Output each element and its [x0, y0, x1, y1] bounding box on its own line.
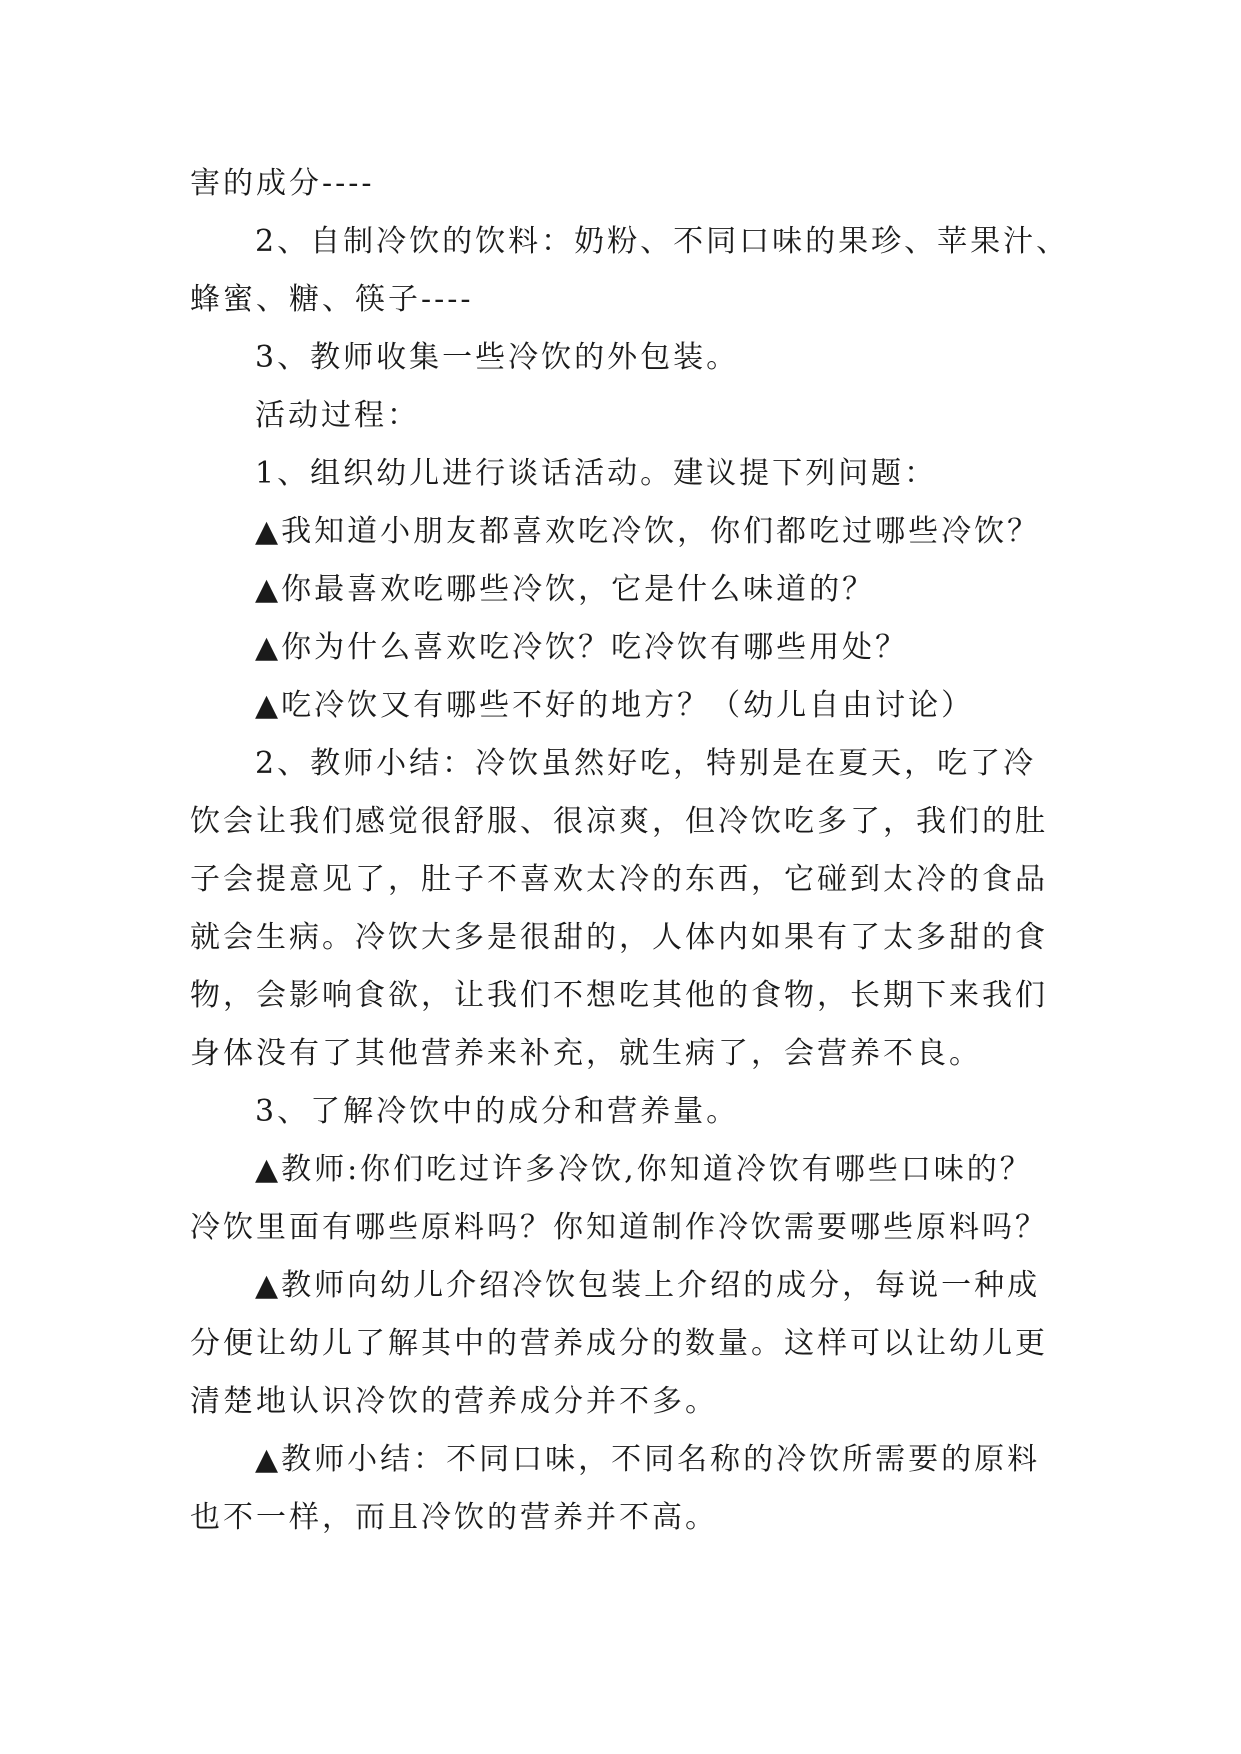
text-line: 害的成分----: [190, 166, 375, 201]
bullet-question: ▲你为什么喜欢吃冷饮？吃冷饮有哪些用处？: [255, 630, 909, 665]
bullet-question: ▲你最喜欢吃哪些冷饮，它是什么味道的？: [255, 572, 876, 607]
text-line: 身体没有了其他营养来补充，就生病了，会营养不良。: [190, 1036, 982, 1071]
text-line: 分便让幼儿了解其中的营养成分的数量。这样可以让幼儿更: [190, 1326, 1048, 1361]
text-line: 2、教师小结：冷饮虽然好吃，特别是在夏天，吃了冷: [255, 746, 1037, 781]
bullet-item: ▲教师向幼儿介绍冷饮包装上介绍的成分，每说一种成: [255, 1268, 1041, 1303]
text-line: 蜂蜜、糖、筷子----: [190, 282, 474, 317]
text-line: 子会提意见了，肚子不喜欢太冷的东西，它碰到太冷的食品: [190, 862, 1048, 897]
text-line: 饮会让我们感觉很舒服、很凉爽，但冷饮吃多了，我们的肚: [190, 804, 1048, 839]
text-line: 3、了解冷饮中的成分和营养量。: [255, 1094, 740, 1129]
text-line: 也不一样，而且冷饮的营养并不高。: [190, 1500, 718, 1535]
text-line: 2、自制冷饮的饮料：奶粉、不同口味的果珍、苹果汁、: [255, 224, 1070, 259]
text-line: 冷饮里面有哪些原料吗？你知道制作冷饮需要哪些原料吗？: [190, 1210, 1048, 1245]
text-line: 3、教师收集一些冷饮的外包装。: [255, 340, 740, 375]
text-line: 1、组织幼儿进行谈话活动。建议提下列问题：: [255, 456, 938, 491]
text-line: 清楚地认识冷饮的营养成分并不多。: [190, 1384, 718, 1419]
section-heading: 活动过程：: [255, 398, 420, 433]
bullet-item: ▲教师:你们吃过许多冷饮,你知道冷饮有哪些口味的？: [255, 1152, 1033, 1187]
document-body: [190, 155, 1070, 1547]
text-line: 就会生病。冷饮大多是很甜的，人体内如果有了太多甜的食: [190, 920, 1048, 955]
bullet-question: ▲我知道小朋友都喜欢吃冷饮，你们都吃过哪些冷饮？: [255, 514, 1041, 549]
bullet-item: ▲教师小结：不同口味，不同名称的冷饮所需要的原料: [255, 1442, 1041, 1477]
bullet-question: ▲吃冷饮又有哪些不好的地方？（幼儿自由讨论）: [255, 688, 975, 723]
text-line: 物，会影响食欲，让我们不想吃其他的食物，长期下来我们: [190, 978, 1048, 1013]
